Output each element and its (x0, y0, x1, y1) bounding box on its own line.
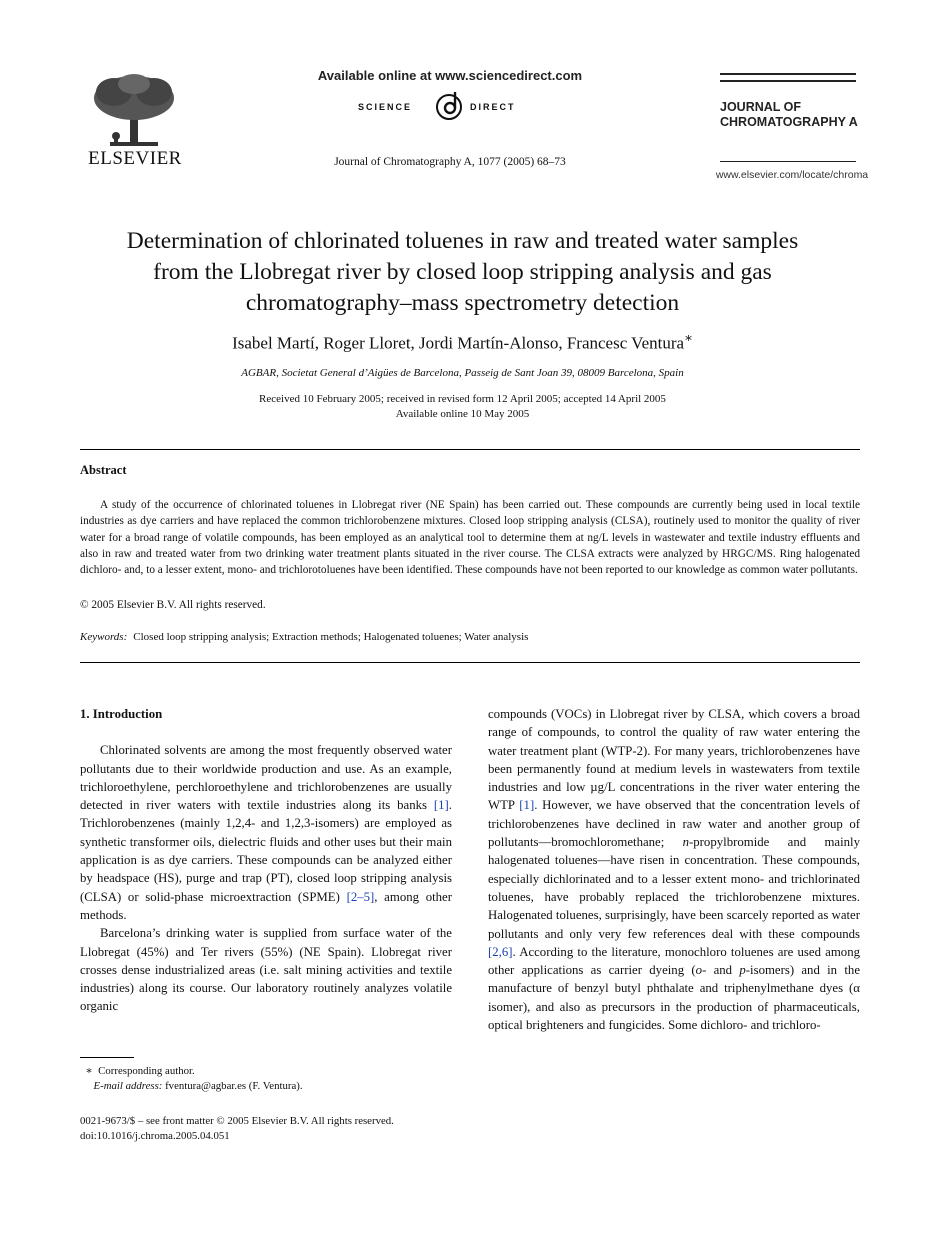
sciencedirect-right: DIRECT (470, 102, 516, 112)
title-line-2: from the Llobregat river by closed loop stripping analysis and gas (153, 259, 772, 285)
intro-p1-text-c: , among other methods. (80, 889, 452, 922)
right-p1-text-c: -propylbromide and mainly halogenated toluenes—have risen in concentration. These compounds, especially dichlorinated and to a lesser extent mono- and trichlorinated toluenes, have probably replaced the trichlorobenzene mixtures. Halogenated toluenes, surprisingly, have been scarcely reported as water pollutants and only very few references deal with these compounds (488, 835, 860, 941)
keywords-line (80, 631, 860, 643)
abstract-rule-top (80, 449, 860, 450)
article-title (70, 226, 855, 319)
affiliation: AGBAR, Societat General d’Aigües de Barcelona, Passeig de Sant Joan 39, 08009 Barcelona, Spain (241, 367, 684, 379)
corresponding-author-note (80, 1064, 460, 1079)
reference-link-2-5[interactable]: [2–5] (346, 889, 375, 904)
issn-line: 0021-9673/$ – see front matter © 2005 Elsevier B.V. All rights reserved. (80, 1115, 394, 1127)
keywords-label: Keywords: (80, 631, 128, 643)
sciencedirect-at-icon (432, 88, 466, 122)
section-heading-introduction: 1. Introduction (80, 707, 163, 721)
right-paragraph-1 (488, 705, 860, 1034)
abstract-rule-bottom (80, 662, 860, 663)
journal-rule-second (720, 80, 856, 82)
authors-text: Isabel Martí, Roger Lloret, Jordi Martín-Alonso, Francesc Ventura (232, 333, 685, 353)
reference-link-1-right[interactable]: [1] (519, 798, 535, 813)
left-column (80, 705, 452, 1016)
journal-rule-top (720, 73, 856, 75)
journal-title (720, 100, 880, 130)
sciencedirect-logo[interactable] (340, 92, 560, 122)
right-p1-text-d: . According to the literature, monochloro toluenes are used among other applications as carrier dyeing ( (488, 944, 860, 978)
journal-rule-bottom (720, 161, 856, 162)
right-p1-text-e: - and (702, 963, 740, 978)
footnote-rule (80, 1057, 134, 1058)
issn-doi (80, 1114, 460, 1144)
abstract-body: A study of the occurrence of chlorinated toluenes in Llobregat river (NE Spain) has been carried out. These compounds are currently being used in local textile industries as dye carriers and have replaced the common trichlorobenzene mixtures. Closed loop stripping analysis (CLSA), routinely used to monitor the quality of river water for a broad range of volatile compounds, has been employed as an analytical tool to determine them at ng/L levels in wastewater and textile industry effluents and also in raw and treated water from two drinking water treatment plants situated in the river course. The CLSA extracts were analyzed by HRGC/MS. Ring halogenated dichloro- and, to a lesser extent, mono- and trichlorotoluenes have been identified. These compounds have not been reported to our knowledge as common water pollutants. (80, 499, 860, 577)
available-online-link[interactable]: Available online at www.sciencedirect.com (317, 68, 583, 83)
abstract-copyright: © 2005 Elsevier B.V. All rights reserved. (80, 599, 266, 611)
available-online-date: Available online 10 May 2005 (395, 408, 530, 420)
title-line-3: chromatography–mass spectrometry detection (245, 290, 680, 316)
doi-link[interactable]: doi:10.1016/j.chroma.2005.04.051 (80, 1130, 230, 1142)
page-header (0, 0, 925, 190)
footnote-mark: ∗ (85, 1065, 93, 1077)
abstract-heading: Abstract (80, 463, 127, 477)
right-p1-text-a: compounds (VOCs) in Llobregat river by CLSA, which covers a broad range of compounds, to control the quality of raw water entering the water treatment plant (WTP-2). For many years, trichlorobenzenes have been permanently found at medium levels in wastewaters from textile industries and low µg/L concentrations in the river water entering the WTP (488, 707, 860, 813)
right-p1-text-b: . However, we have observed that the concentration levels of trichlorobenzenes have declined in raw water and another group of pollutants—bromochloromethane; (488, 798, 860, 850)
intro-p1-text-b: . Trichlorobenzenes (mainly 1,2,4- and 1,2,3-isomers) are employed as synthetic transformer oils, dielectric fluids and other uses but their main application is as dye carriers. These compounds can be analyzed either by headspace (HS), purge and trap (PT), closed loop stripping analysis (CLSA) or solid-phase microextraction (SPME) (80, 798, 452, 904)
corresponding-author-mark[interactable]: ∗ (684, 330, 693, 345)
article-history (70, 392, 855, 422)
footnote-text: Corresponding author. (98, 1065, 195, 1077)
footnote (80, 1064, 460, 1094)
reference-link-2-6[interactable]: [2,6] (488, 944, 513, 959)
publisher-name: ELSEVIER (88, 148, 182, 169)
right-p1-italic-o: o (695, 963, 703, 978)
author-list (70, 330, 855, 354)
intro-paragraph-2: Barcelona’s drinking water is supplied from surface water of the Llobregat (45%) and Ter rivers (55%) (NE Spain). Llobregat river crosses dense industrialized areas (i.e. salt mining activities and textile industries) along its course. Our laboratory routinely analyzes volatile organic (80, 926, 452, 1014)
intro-p1-text-a: Chlorinated solvents are among the most frequently observed water pollutants due to their worldwide production and use. As an example, trichloroethylene, perchloroethylene and trichlorobenzenes are usually detected in river waters with textile industries along its banks (80, 743, 452, 813)
journal-url-link[interactable]: www.elsevier.com/locate/chroma (715, 169, 869, 181)
right-p1-italic-n: n (682, 835, 690, 850)
journal-title-line2: CHROMATOGRAPHY A (720, 115, 858, 129)
journal-title-line1: JOURNAL OF (720, 100, 802, 114)
keywords-text: Closed loop stripping analysis; Extraction methods; Halogenated toluenes; Water analysis (133, 631, 529, 643)
intro-paragraph-1 (80, 741, 452, 924)
reference-link-1[interactable]: [1] (433, 798, 449, 813)
right-column (488, 705, 860, 1034)
email-label: E-mail address: (93, 1080, 163, 1092)
sciencedirect-left: SCIENCE (358, 102, 413, 112)
journal-citation: Journal of Chromatography A, 1077 (2005) 68–73 (334, 156, 566, 168)
title-line-1: Determination of chlorinated toluenes in raw and treated water samples (126, 228, 799, 254)
email-link[interactable]: fventura@agbar.es (F. Ventura). (165, 1080, 303, 1092)
received-dates: Received 10 February 2005; received in revised form 12 April 2005; accepted 14 April 2005 (259, 393, 666, 405)
right-p1-italic-p: p (739, 963, 746, 978)
right-p1-text-f: -isomers) and in the manufacture of benzyl butyl phthalate and triphenylmethane dyes (α isomer), and also as precursors in the production of pharmaceuticals, optical brighteners and fungicides. Some dichloro- and trichloro- (488, 963, 860, 1033)
email-line (80, 1079, 460, 1094)
